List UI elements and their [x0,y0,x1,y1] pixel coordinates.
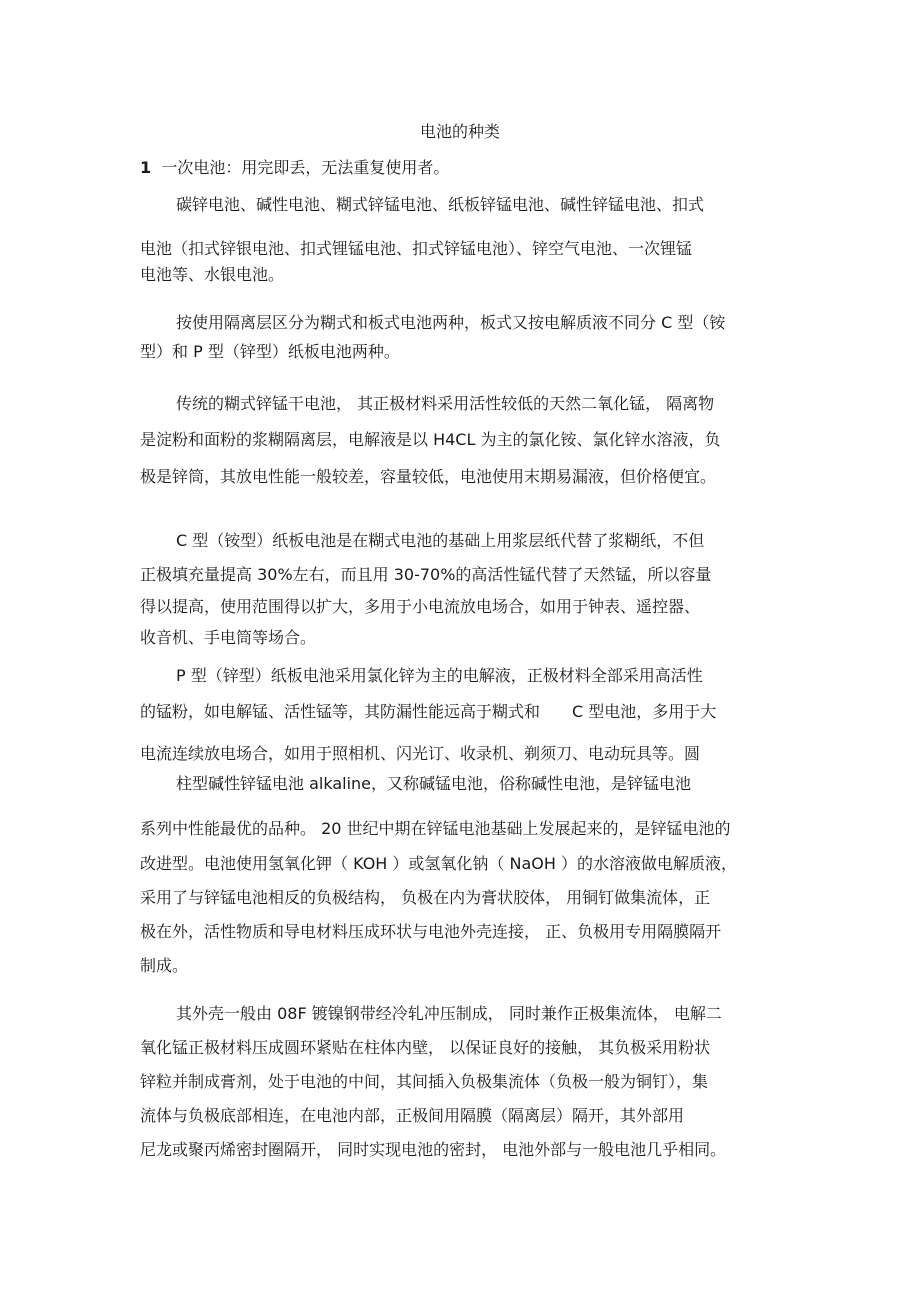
paragraph-line: 收音机、手电筒等场合。 [140,628,317,647]
paragraph-line: 传统的糊式锌锰干电池， 其正极材料采用活性较低的天然二氧化锰， 隔离物 [176,394,715,413]
paragraph-line: 的锰粉，如电解锰、活性锰等，其防漏性能远高于糊式和 C 型电池，多用于大 [140,702,717,721]
paragraph-line: 型）和 P 型（锌型）纸板电池两种。 [140,342,400,361]
paragraph-line: 是淀粉和面粉的浆糊隔离层，电解液是以 H4CL 为主的氯化铵、氯化锌水溶液，负 [140,430,721,449]
paragraph-line: 电流连续放电场合，如用于照相机、闪光订、收录机、剃须刀、电动玩具等。圆 [140,744,701,763]
paragraph-line: 得以提高，使用范围得以扩大，多用于小电流放电场合，如用于钟表、遥控器、 [140,597,701,616]
paragraph-line: 正极填充量提高 30%左右，而且用 30-70%的高活性锰代替了天然锰，所以容量 [140,565,712,584]
page-title: 电池的种类 [419,122,500,141]
paragraph-line: C 型（铵型）纸板电池是在糊式电池的基础上用浆层纸代替了浆糊纸，不但 [176,531,705,550]
paragraph-line: 流体与负极底部相连，在电池内部，正极间用隔膜（隔离层）隔开，其外部用 [140,1106,685,1125]
paragraph-line: 尼龙或聚丙烯密封圈隔开， 同时实现电池的密封， 电池外部与一般电池几乎相同。 [140,1140,727,1159]
paragraph-line: 电池等、水银电池。 [140,265,285,284]
section-heading-text: 一次电池：用完即丢，无法重复使用者。 [161,158,450,177]
paragraph-line: P 型（锌型）纸板电池采用氯化锌为主的电解液，正极材料全部采用高活性 [176,666,703,685]
paragraph-line: 系列中性能最优的品种。 20 世纪中期在锌锰电池基础上发展起来的，是锌锰电池的 [140,819,731,838]
section-number: 1 [140,158,152,177]
paragraph-line: 其外壳一般由 08F 镀镍钢带经冷轧冲压制成， 同时兼作正极集流体， 电解二 [176,1004,722,1023]
paragraph-line: 按使用隔离层区分为糊式和板式电池两种，板式又按电解质液不同分 C 型（铵 [176,313,726,332]
paragraph-line: 碳锌电池、碱性电池、糊式锌锰电池、纸板锌锰电池、碱性锌锰电池、扣式 [176,195,705,214]
section-heading [140,157,449,179]
paragraph-line: 改进型。电池使用氢氧化钾（ KOH ）或氢氧化钠（ NaOH ）的水溶液做电解质液， [140,854,737,873]
paragraph-line: 锌粒并制成膏剂，处于电池的中间，其间插入负极集流体（负极一般为铜钉），集 [140,1072,709,1091]
paragraph-line: 制成。 [140,956,189,975]
paragraph-line: 电池（扣式锌银电池、扣式锂锰电池、扣式锌锰电池）、锌空气电池、一次锂锰 [140,239,693,258]
paragraph-line: 极是锌筒，其放电性能一般较差，容量较低，电池使用末期易漏液，但价格便宜。 [140,467,717,486]
paragraph-line: 采用了与锌锰电池相反的负极结构， 负极在内为膏状胶体， 用铜钉做集流体，正 [140,888,711,907]
paragraph-line: 柱型碱性锌锰电池 alkaline，又称碱锰电池，俗称碱性电池，是锌锰电池 [176,774,692,793]
paragraph-line: 氧化锰正极材料压成圆环紧贴在柱体内壁， 以保证良好的接触， 其负极采用粉状 [140,1038,711,1057]
paragraph-line: 极在外，活性物质和导电材料压成环状与电池外壳连接， 正、负极用专用隔膜隔开 [140,922,722,941]
